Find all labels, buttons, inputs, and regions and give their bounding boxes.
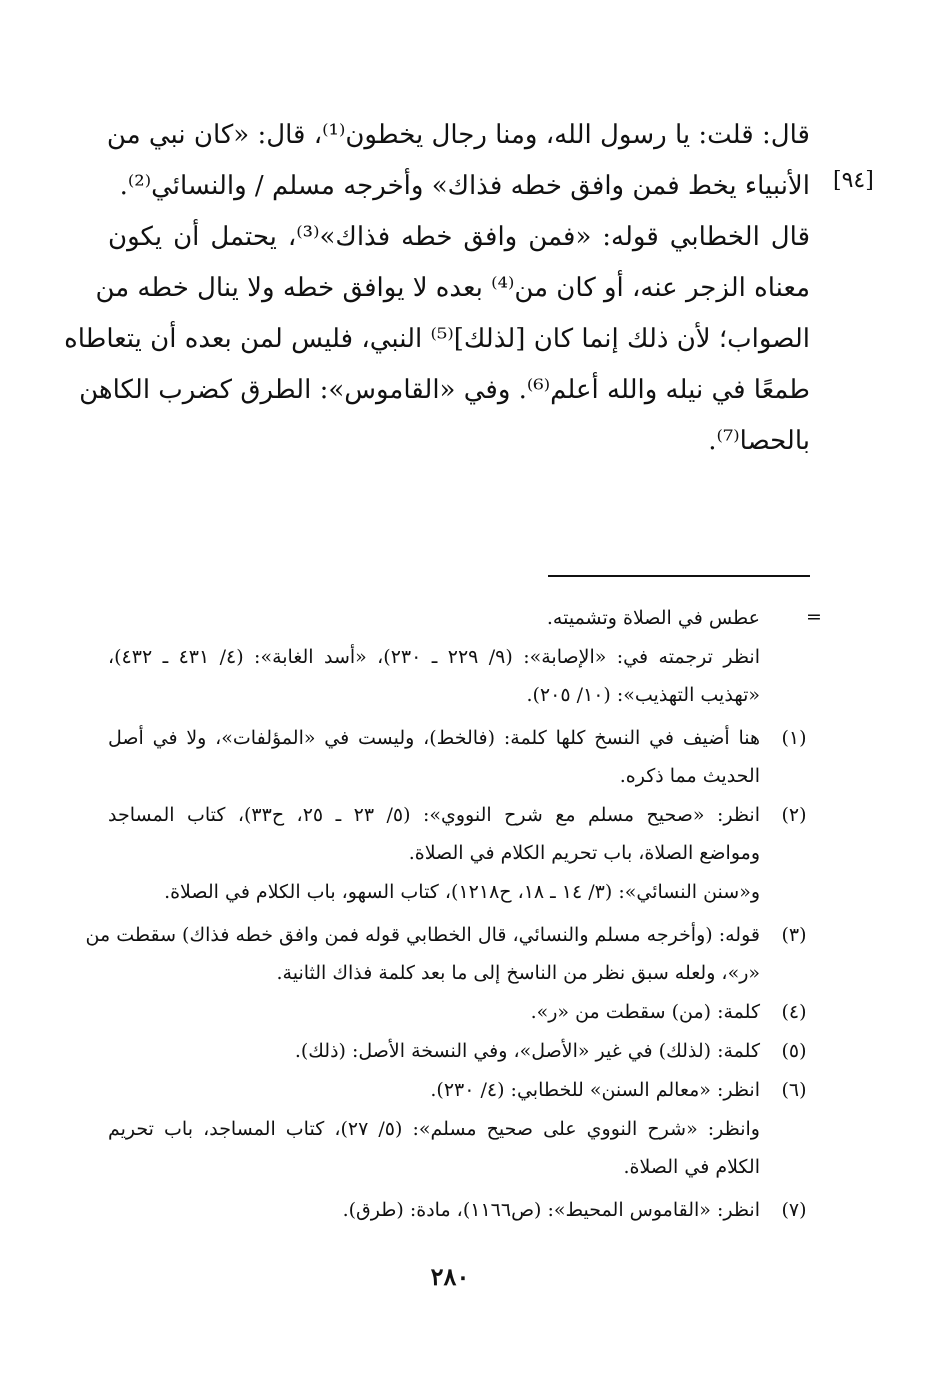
main-text-line: بالحصا⁽⁷⁾. (708, 426, 810, 456)
main-text-line: الأنبياء يخط فمن وافق خطه فذاك» وأخرجه مسلم / والنسائي⁽²⁾. (119, 171, 810, 201)
footnote-line: انظر: «صحيح مسلم مع شرح النووي»: (٥/ ٢٣ ـ ٢٥، ح٣٣)، كتاب المساجد (108, 804, 761, 826)
footnote-line: و«سنن النسائي»: (٣/ ١٤ ـ ١٨، ح١٢١٨)، كتاب السهو، باب الكلام في الصلاة. (164, 881, 760, 903)
footnote-number: (٢) (781, 804, 807, 826)
footnote-line: الكلام في الصلاة. (623, 1156, 760, 1178)
footnote-number: (٦) (781, 1079, 807, 1101)
main-text-line: الصواب؛ لأن ذلك إنما كان [لذلك]⁽⁵⁾ النبي، فليس لمن بعده أن يتعاطاه (64, 324, 810, 354)
footnote-number: (٤) (781, 1001, 807, 1023)
footnote-number: (٧) (781, 1199, 807, 1221)
main-text-line: طمعًا في نيله والله أعلم⁽⁶⁾. وفي «القاموس»: الطرق كضرب الكاهن (79, 375, 810, 405)
footnote-line: عطس في الصلاة وتشميته. (546, 607, 760, 629)
footnote-divider (548, 575, 810, 577)
footnote-line: هنا أضيف في النسخ كلها كلمة: (فالخط)، وليست في «المؤلفات»، ولا في أصل (108, 727, 760, 749)
footnote-line: ومواضع الصلاة، باب تحريم الكلام في الصلاة. (408, 842, 760, 864)
footnote-line: انظر ترجمته في: «الإصابة»: (٩/ ٢٢٩ ـ ٢٣٠)، «أسد الغابة»: (٤/ ٤٣١ ـ ٤٣٢)، (108, 646, 760, 668)
footnote-number: (٥) (781, 1040, 807, 1062)
footnote-number: (١) (781, 727, 807, 749)
footnote-line: كلمة: (لذلك) في غير «الأصل»، وفي النسخة الأصل: (ذلك). (294, 1040, 760, 1062)
main-text-line: قال: قلت: يا رسول الله، ومنا رجال يخطون⁽¹⁾، قال: «كان نبي من (106, 120, 810, 150)
footnote-line: وانظر: «شرح النووي على صحيح مسلم»: (٥/ ٢٧)، كتاب المساجد، باب تحريم (108, 1118, 760, 1140)
footnote-line: «تهذيب التهذيب»: (١٠/ ٢٠٥). (526, 684, 760, 706)
footnote-number: (٣) (781, 924, 807, 946)
page-number: ٢٨٠ (430, 1262, 470, 1291)
continuation-mark: = (806, 606, 822, 628)
footnote-line: قوله: (وأخرجه مسلم والنسائي، قال الخطابي قوله فمن وافق خطه فذاك) سقطت من (85, 924, 760, 946)
main-text-line: معناه الزجر عنه، أو كان من⁽⁴⁾ بعده لا يوافق خطه ولا ينال خطه من (95, 273, 810, 303)
main-text-line: قال الخطابي قوله: «فمن وافق خطه فذاك»⁽³⁾، يحتمل أن يكون (108, 222, 810, 252)
footnote-line: الحديث مما ذكره. (619, 765, 760, 787)
footnote-line: كلمة: (من) سقطت من «ر». (530, 1001, 760, 1023)
margin-reference: [٩٤] (833, 168, 874, 193)
main-text (64, 110, 810, 467)
footnote-line: انظر: «القاموس المحيط»: (ص١١٦٦)، مادة: (طرق). (342, 1199, 760, 1221)
footnote-line: «ر»، ولعله سبق نظر من الناسخ إلى ما بعد كلمة فذاك الثانية. (276, 962, 760, 984)
footnote-line: انظر: «معالم السنن» للخطابي: (٤/ ٢٣٠). (430, 1079, 760, 1101)
